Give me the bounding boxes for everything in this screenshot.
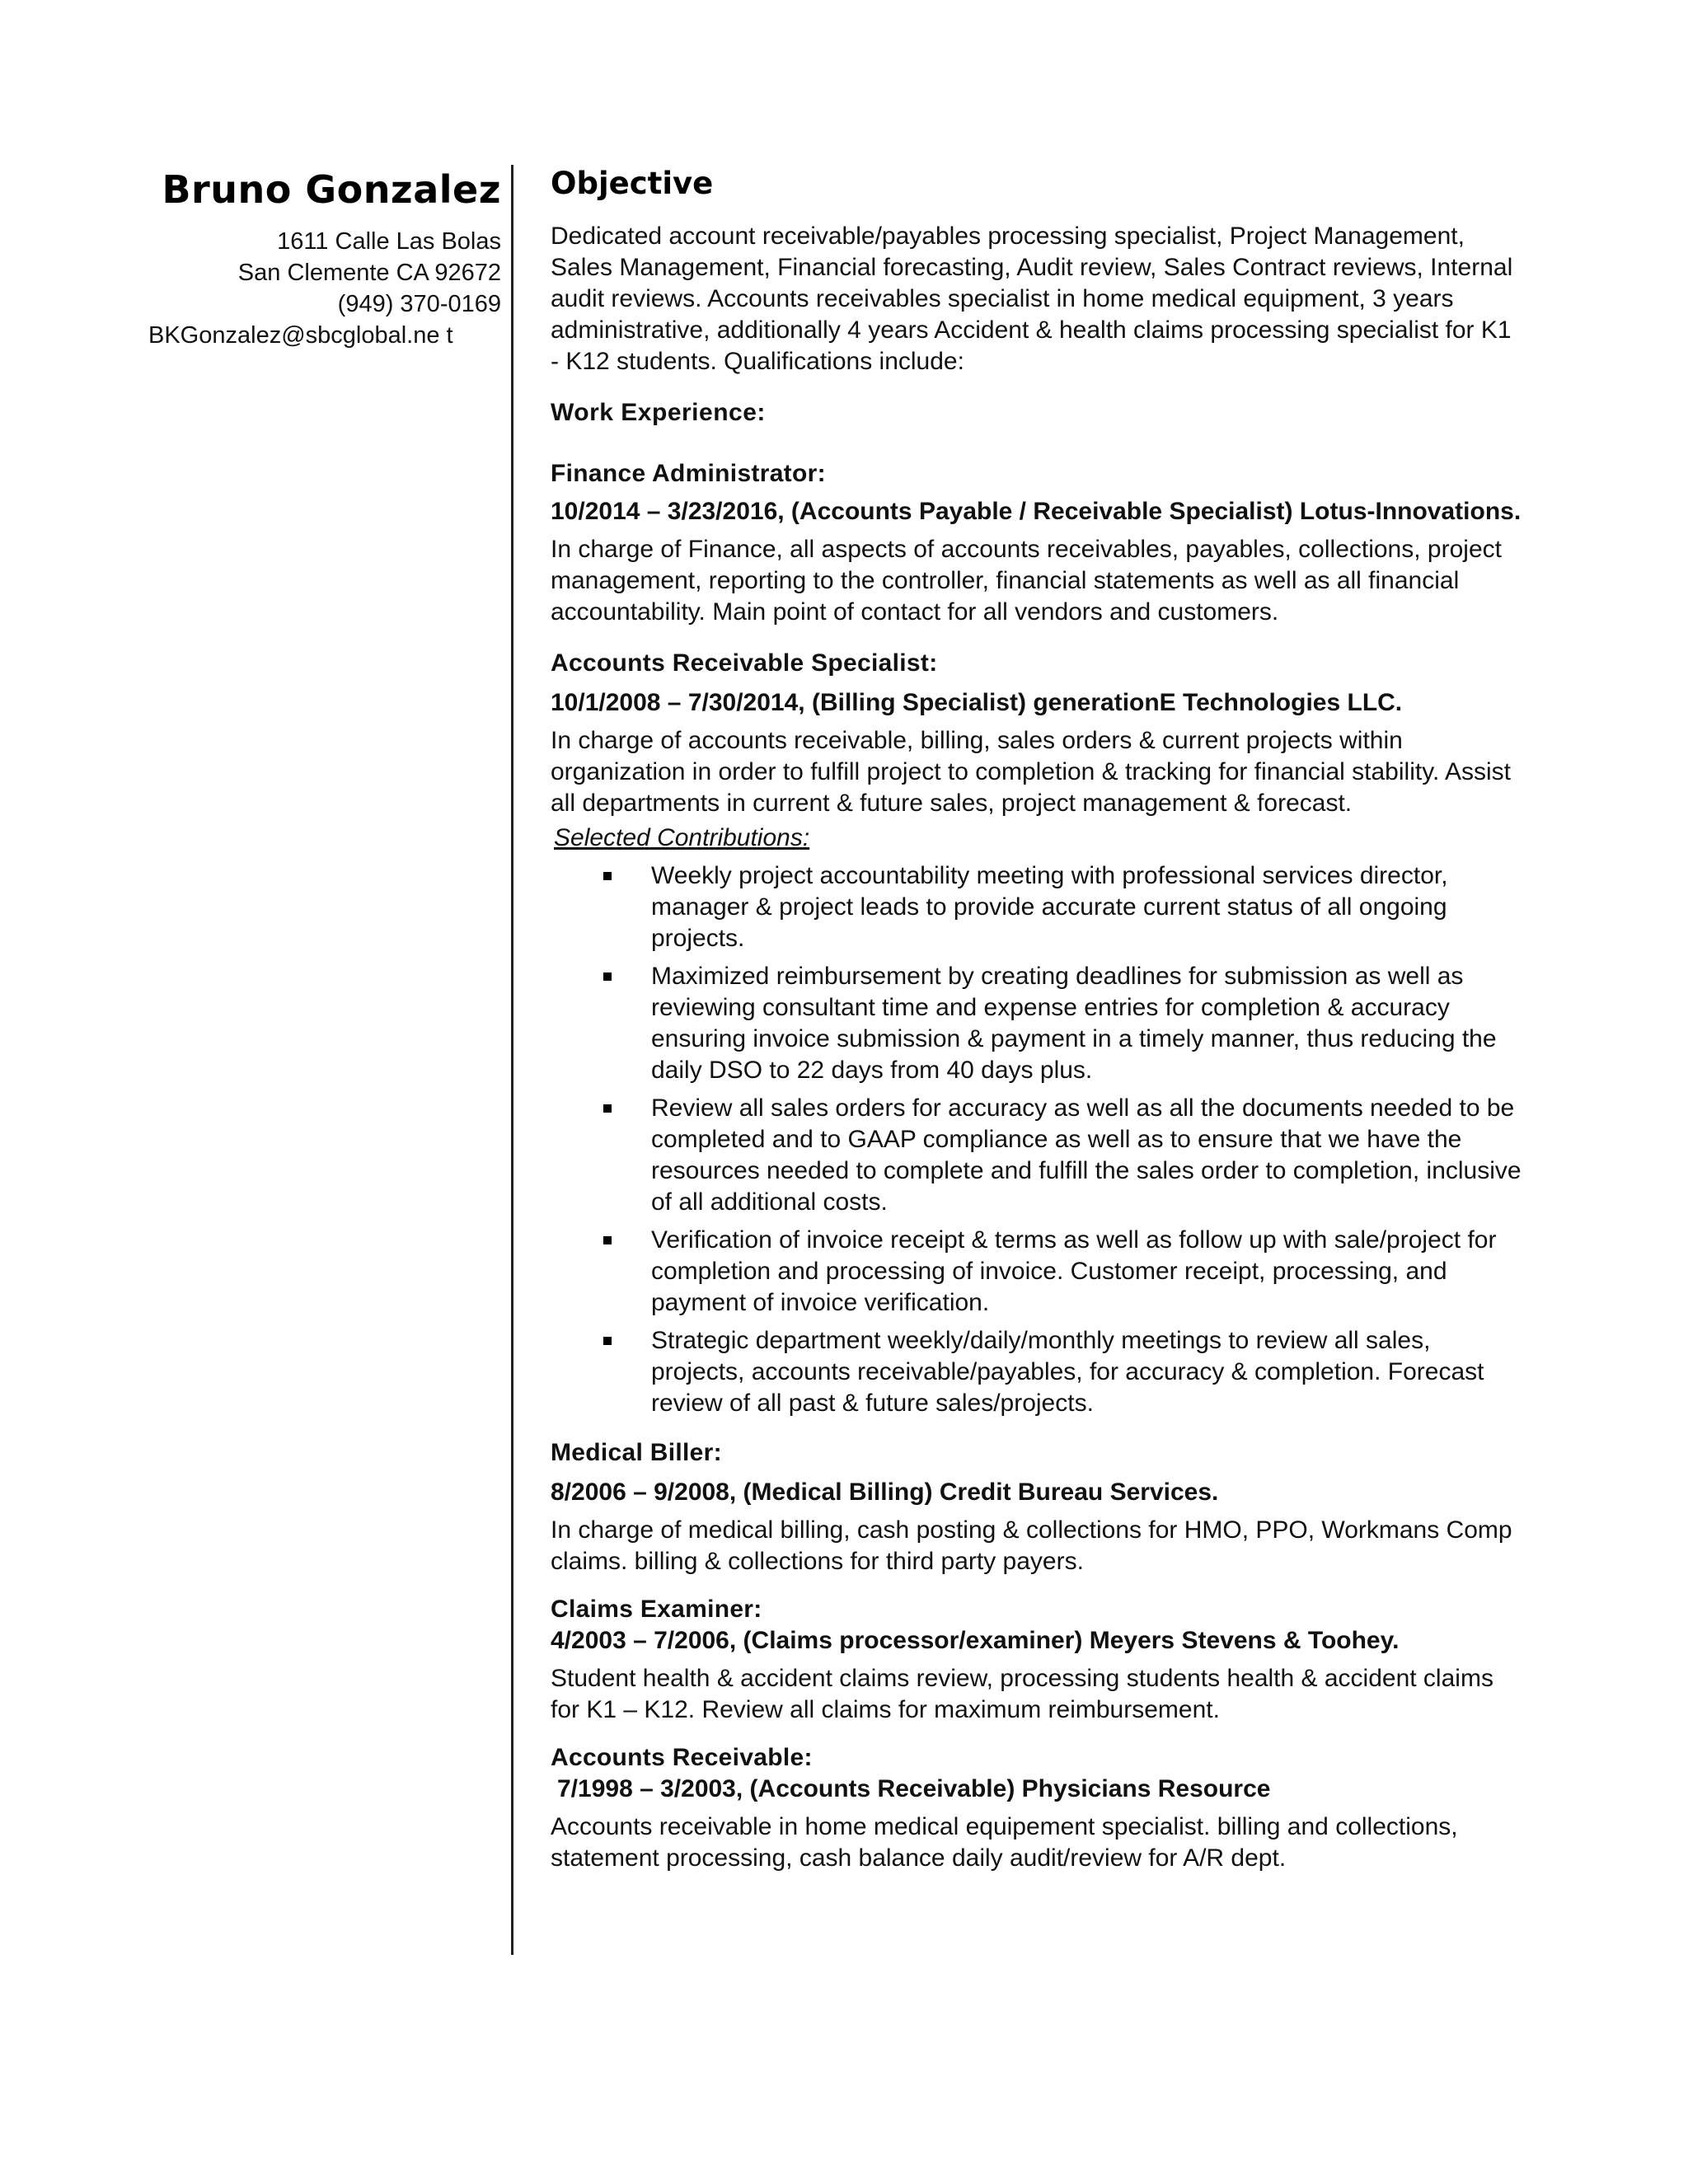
square-bullet-icon	[603, 1337, 612, 1345]
address-line-1: 1611 Calle Las Bolas	[277, 228, 501, 255]
contribution-text: Strategic department weekly/daily/monthly meetings to review all sales, projects, accounts receivable/payables, for accuracy & completion. Forecast review of all past & future sales/projects.	[651, 1327, 1484, 1417]
job-dates-company: 4/2003 – 7/2006, (Claims processor/examiner) Meyers Stevens & Toohey.	[551, 1627, 1400, 1654]
job-description: In charge of Finance, all aspects of accounts receivables, payables, collections, project management, reporting to the controller, financial statements as well as all financial accountability. Main point of contact for all vendors and customers.	[551, 536, 1502, 626]
email-address: BKGonzalez@sbcglobal.ne t	[148, 322, 453, 349]
job-description: In charge of medical billing, cash posting & collections for HMO, PPO, Workmans Comp claims. billing & collections for third party payers.	[551, 1516, 1512, 1575]
job-entry	[551, 1437, 1523, 1577]
job-title: Accounts Receivable Specialist:	[551, 649, 938, 677]
column-divider	[511, 165, 513, 1955]
square-bullet-icon	[603, 872, 612, 880]
phone-number: (949) 370-0169	[337, 291, 501, 317]
job-entry	[551, 458, 1523, 628]
list-item	[551, 1093, 1523, 1218]
candidate-name: Bruno Gonzalez	[162, 167, 501, 212]
job-description: In charge of accounts receivable, billing, sales orders & current projects within organization in order to fulfill project to completion & tracking for financial stability. Assist all departments in current & future sales, project management & forecast.	[551, 727, 1511, 817]
objective-heading: Objective	[551, 166, 714, 201]
work-experience-heading: Work Experience:	[551, 399, 766, 426]
job-title: Finance Administrator:	[551, 460, 826, 487]
list-item	[551, 1325, 1523, 1419]
job-entry	[551, 1742, 1523, 1874]
job-dates-company: 8/2006 – 9/2008, (Medical Billing) Credit Bureau Services.	[551, 1479, 1219, 1506]
job-description: Student health & accident claims review, processing students health & accident claims for K1 – K12. Review all claims for maximum reimbursement.	[551, 1665, 1493, 1723]
list-item	[551, 961, 1523, 1086]
job-entry	[551, 1594, 1523, 1726]
list-item	[551, 860, 1523, 954]
contribution-text: Review all sales orders for accuracy as well as all the documents needed to be completed and to GAAP compliance as well as to ensure that we have the resources needed to complete and fulfill the sales order to completion, inclusive of all additional costs.	[651, 1094, 1522, 1216]
contribution-text: Weekly project accountability meeting with professional services director, manager & project leads to provide accurate current status of all ongoing projects.	[651, 862, 1448, 952]
contribution-text: Maximized reimbursement by creating deadlines for submission as well as reviewing consultant time and expense entries for completion & accuracy ensuring invoice submission & payment in a timely manner, thus reducing the daily DSO to 22 days from 40 days plus.	[651, 963, 1497, 1084]
square-bullet-icon	[603, 1104, 612, 1113]
contribution-text: Verification of invoice receipt & terms as well as follow up with sale/project for completion and processing of invoice. Customer receipt, processing, and payment of invoice verification.	[651, 1226, 1497, 1316]
job-entry	[551, 648, 1523, 1419]
job-title: Accounts Receivable:	[551, 1744, 813, 1771]
job-dates-company: 10/2014 – 3/23/2016, (Accounts Payable / Receivable Specialist) Lotus-Innovations.	[551, 498, 1522, 525]
contributions-list	[551, 860, 1523, 1419]
list-item	[551, 1225, 1523, 1319]
job-description: Accounts receivable in home medical equipement specialist. billing and collections, statement processing, cash balance daily audit/review for A/R dept.	[551, 1813, 1458, 1872]
job-dates-company: 7/1998 – 3/2003, (Accounts Receivable) Physicians Resource	[557, 1775, 1271, 1802]
objective-text: Dedicated account receivable/payables processing specialist, Project Management, Sales Management, Financial forecasting, Audit review, Sales Contract reviews, Internal audit reviews. Accounts receivables specialist in home medical equipment, 3 years administrative, additionally 4 years Accident & health claims processing specialist for K1 - K12 students. Qualifications include:	[551, 223, 1513, 375]
square-bullet-icon	[603, 972, 612, 981]
job-title: Claims Examiner:	[551, 1596, 762, 1623]
job-dates-company: 10/1/2008 – 7/30/2014, (Billing Specialist) generationE Technologies LLC.	[551, 689, 1403, 716]
contributions-label: Selected Contributions:	[554, 824, 810, 851]
contact-block	[148, 165, 501, 351]
square-bullet-icon	[603, 1236, 612, 1244]
job-title: Medical Biller:	[551, 1439, 722, 1466]
address-line-2: San Clemente CA 92672	[237, 260, 501, 286]
main-content	[551, 165, 1523, 1874]
